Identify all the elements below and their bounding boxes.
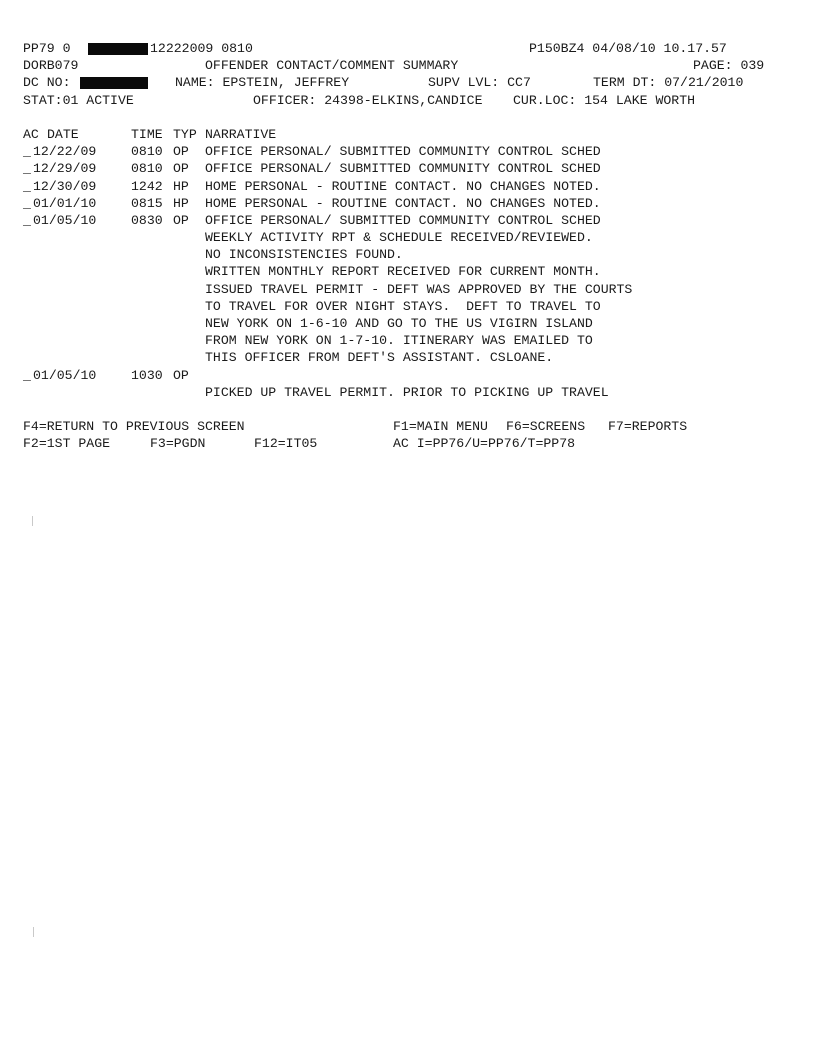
contact-type: OP xyxy=(173,161,189,177)
scan-speck xyxy=(32,516,33,526)
narrative-continuation-line xyxy=(23,246,403,263)
footer-line-2 xyxy=(23,435,576,452)
narrative-text: ISSUED TRAVEL PERMIT - DEFT WAS APPROVED BY THE COURTS xyxy=(205,281,633,297)
footer-line-1 xyxy=(23,418,688,435)
offender-name: NAME: EPSTEIN, JEFFREY xyxy=(175,75,350,91)
contact-time: 0815 xyxy=(131,195,163,211)
action-codes: AC I=PP76/U=PP76/T=PP78 xyxy=(393,436,576,452)
contact-time: 0810 xyxy=(131,161,163,177)
header-line-1 xyxy=(23,40,727,57)
row-select-field[interactable]: _ xyxy=(23,178,31,194)
narrative-text: WEEKLY ACTIVITY RPT & SCHEDULE RECEIVED/REVIEWED. xyxy=(205,230,593,246)
narrative-text: PICKED UP TRAVEL PERMIT. PRIOR TO PICKING UP TRAVEL xyxy=(205,384,609,400)
narrative-continuation-line xyxy=(23,229,593,246)
narrative-text: HOME PERSONAL - ROUTINE CONTACT. NO CHANGES NOTED. xyxy=(205,195,601,211)
narrative-text: NEW YORK ON 1-6-10 AND GO TO THE US VIGIRN ISLAND xyxy=(205,316,593,331)
dc-number-label: DC NO: xyxy=(23,75,71,91)
narrative-continuation-line xyxy=(23,281,633,298)
narrative-continuation-line xyxy=(23,332,593,349)
narrative-continuation-line xyxy=(23,263,601,280)
screen-title: OFFENDER CONTACT/COMMENT SUMMARY xyxy=(205,58,459,74)
f4-return-key[interactable]: F4=RETURN TO PREVIOUS SCREEN xyxy=(23,419,245,435)
termination-date: TERM DT: 07/21/2010 xyxy=(593,75,744,91)
f1-main-menu-key[interactable]: F1=MAIN MENU xyxy=(393,419,488,435)
header-line-2 xyxy=(23,57,765,74)
narrative-text: HOME PERSONAL - ROUTINE CONTACT. NO CHANGES NOTED. xyxy=(205,178,601,194)
f2-first-page-key[interactable]: F2=1ST PAGE xyxy=(23,436,111,452)
column-headers xyxy=(23,126,277,143)
contact-time: 1030 xyxy=(131,367,163,383)
officer: OFFICER: 24398-ELKINS,CANDICE xyxy=(253,92,483,108)
narrative-continuation-line xyxy=(23,384,609,401)
current-location: CUR.LOC: 154 LAKE WORTH xyxy=(513,92,696,108)
contact-type: OP xyxy=(173,144,189,160)
program-id: DORB079 xyxy=(23,58,79,74)
contact-date: 01/05/10 xyxy=(33,367,97,383)
header-line-3 xyxy=(23,74,744,91)
column-ac: AC xyxy=(23,126,39,142)
redaction-bar xyxy=(88,43,148,55)
contact-time: 0830 xyxy=(131,212,163,228)
terminal-info: P150BZ4 04/08/10 10.17.57 xyxy=(529,41,727,56)
record-id: 12222009 0810 xyxy=(150,41,253,56)
contact-date: 12/30/09 xyxy=(33,178,97,194)
narrative-text: FROM NEW YORK ON 1-7-10. ITINERARY WAS EMAILED TO xyxy=(205,333,593,349)
narrative-text: OFFICE PERSONAL/ SUBMITTED COMMUNITY CONTROL SCHED xyxy=(205,212,601,228)
contact-type: OP xyxy=(173,367,189,383)
narrative-text: OFFICE PERSONAL/ SUBMITTED COMMUNITY CONTROL SCHED xyxy=(205,144,601,160)
row-select-field[interactable]: _ xyxy=(23,144,31,160)
narrative-continuation-line xyxy=(23,349,554,366)
contact-date: 01/05/10 xyxy=(33,212,97,228)
contact-time: 0810 xyxy=(131,144,163,160)
f7-reports-key[interactable]: F7=REPORTS xyxy=(608,419,688,435)
status: STAT:01 ACTIVE xyxy=(23,92,134,108)
contact-type: HP xyxy=(173,195,189,211)
narrative-text: OFFICE PERSONAL/ SUBMITTED COMMUNITY CONTROL SCHED xyxy=(205,161,601,177)
redaction-bar xyxy=(80,77,148,89)
narrative-continuation-line xyxy=(23,315,593,332)
narrative-text: WRITTEN MONTHLY REPORT RECEIVED FOR CURRENT MONTH. xyxy=(205,264,601,280)
contact-date: 12/29/09 xyxy=(33,161,97,177)
contact-row xyxy=(23,143,601,160)
narrative-continuation-line xyxy=(23,298,601,315)
header-line-4 xyxy=(23,92,696,109)
supervision-level: SUPV LVL: CC7 xyxy=(428,75,531,91)
column-narrative: NARRATIVE xyxy=(205,126,277,142)
page-number: PAGE: 039 xyxy=(693,58,765,74)
row-select-field[interactable]: _ xyxy=(23,212,31,228)
contact-date: 01/01/10 xyxy=(33,195,97,211)
row-select-field[interactable]: _ xyxy=(23,195,31,211)
contact-row xyxy=(23,367,189,384)
contact-row xyxy=(23,178,601,195)
column-time: TIME xyxy=(131,126,163,142)
contact-date: 12/22/09 xyxy=(33,144,97,160)
row-select-field[interactable]: _ xyxy=(23,367,31,383)
row-select-field[interactable]: _ xyxy=(23,161,31,177)
terminal-screen xyxy=(23,40,765,453)
f3-page-down-key[interactable]: F3=PGDN xyxy=(150,436,206,452)
contact-list xyxy=(23,143,633,401)
narrative-text: NO INCONSISTENCIES FOUND. xyxy=(205,247,403,263)
contact-row xyxy=(23,160,601,177)
f12-it05-key[interactable]: F12=IT05 xyxy=(254,436,318,452)
narrative-text: THIS OFFICER FROM DEFT'S ASSISTANT. CSLOANE. xyxy=(205,350,554,366)
narrative-text: TO TRAVEL FOR OVER NIGHT STAYS. DEFT TO TRAVEL TO xyxy=(205,298,601,314)
column-date: DATE xyxy=(47,126,79,142)
scan-speck xyxy=(33,927,34,937)
contact-row xyxy=(23,195,601,212)
column-typ: TYP xyxy=(173,126,197,142)
screen-code: PP79 0 xyxy=(23,41,71,56)
contact-type: OP xyxy=(173,212,189,228)
f6-screens-key[interactable]: F6=SCREENS xyxy=(506,419,586,435)
contact-time: 1242 xyxy=(131,178,163,194)
contact-type: HP xyxy=(173,178,189,194)
contact-row xyxy=(23,212,601,229)
